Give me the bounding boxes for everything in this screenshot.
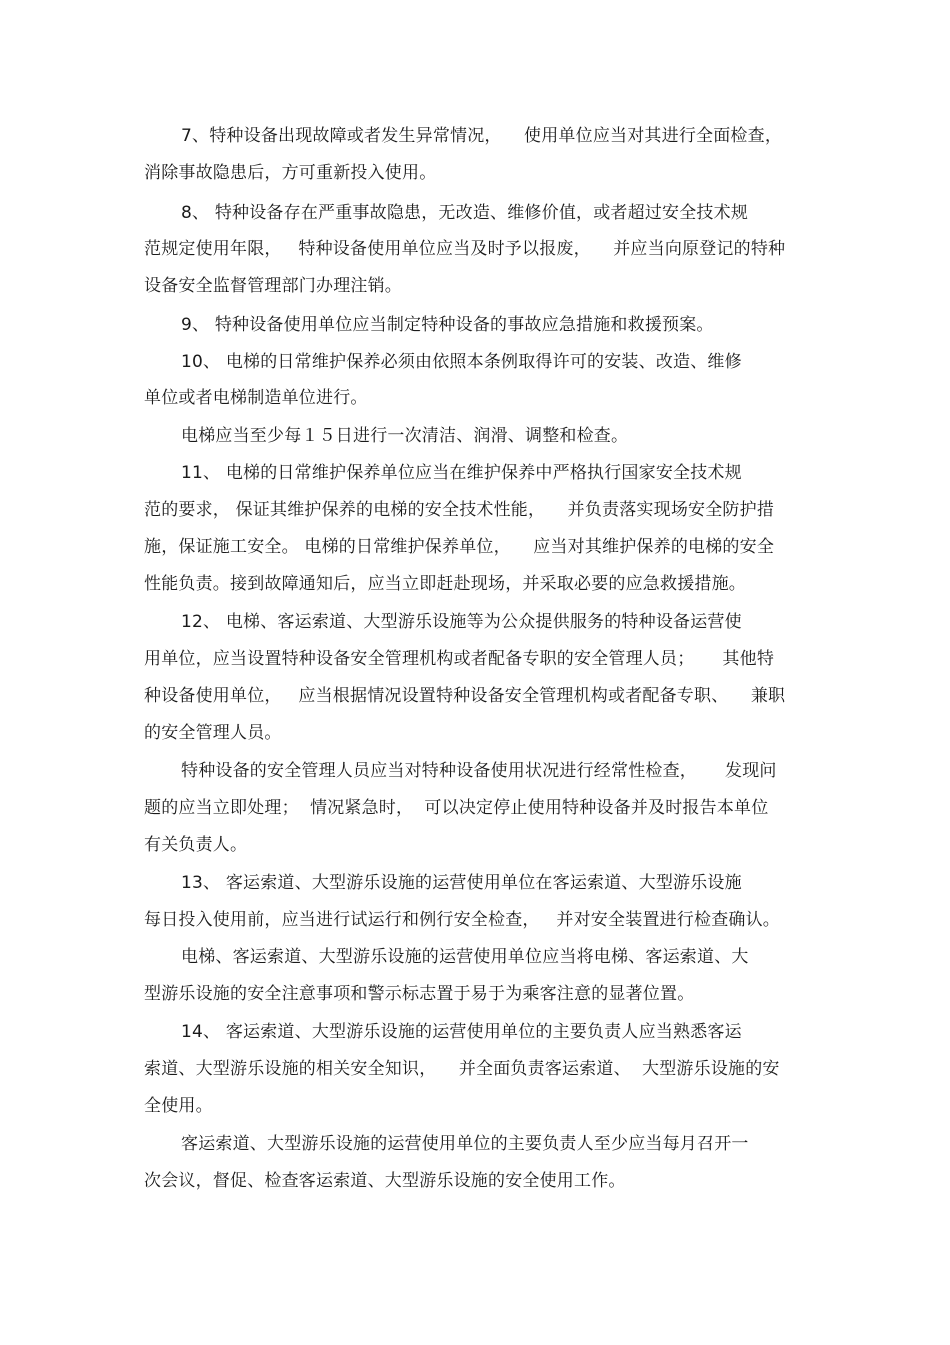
text-line: 全使用。 [144, 1096, 213, 1116]
text-line: 电梯、客运索道、大型游乐设施的运营使用单位应当将电梯、客运索道、大 [181, 947, 749, 967]
text-line: 范规定使用年限， 特种设备使用单位应当及时予以报废， 并应当向原登记的特种 [144, 239, 786, 259]
text-line: 型游乐设施的安全注意事项和警示标志置于易于为乘客注意的显著位置。 [144, 984, 695, 1004]
text-line: 10、 电梯的日常维护保养必须由依照本条例取得许可的安装、改造、维修 [181, 352, 742, 372]
text-line: 单位或者电梯制造单位进行。 [144, 388, 368, 408]
text-line: 客运索道、大型游乐设施的运营使用单位的主要负责人至少应当每月召开一 [181, 1134, 749, 1154]
text-line: 13、 客运索道、大型游乐设施的运营使用单位在客运索道、大型游乐设施 [181, 873, 742, 893]
text-line: 的安全管理人员。 [144, 723, 282, 743]
text-line: 消除事故隐患后，方可重新投入使用。 [144, 163, 437, 183]
text-line: 14、 客运索道、大型游乐设施的运营使用单位的主要负责人应当熟悉客运 [181, 1022, 742, 1042]
text-line: 索道、大型游乐设施的相关安全知识， 并全面负责客运索道、 大型游乐设施的安 [144, 1059, 780, 1079]
text-line: 电梯应当至少每１５日进行一次清洁、润滑、调整和检查。 [181, 426, 629, 446]
text-line: 9、 特种设备使用单位应当制定特种设备的事故应急措施和救援预案。 [181, 315, 714, 335]
text-line: 特种设备的安全管理人员应当对特种设备使用状况进行经常性检查， 发现问 [181, 761, 777, 781]
text-line: 次会议，督促、检查客运索道、大型游乐设施的安全使用工作。 [144, 1171, 626, 1191]
text-line: 题的应当立即处理； 情况紧急时， 可以决定停止使用特种设备并及时报告本单位 [144, 798, 769, 818]
text-line: 12、 电梯、客运索道、大型游乐设施等为公众提供服务的特种设备运营使 [181, 612, 742, 632]
text-line: 施，保证施工安全。 电梯的日常维护保养单位， 应当对其维护保养的电梯的安全 [144, 537, 775, 557]
text-line: 性能负责。接到故障通知后，应当立即赶赴现场，并采取必要的应急救援措施。 [144, 574, 746, 594]
text-line: 用单位，应当设置特种设备安全管理机构或者配备专职的安全管理人员； 其他特 [144, 649, 775, 669]
text-line: 7、特种设备出现故障或者发生异常情况， 使用单位应当对其进行全面检查， [181, 126, 783, 146]
text-line: 设备安全监督管理部门办理注销。 [144, 276, 402, 296]
text-line: 种设备使用单位， 应当根据情况设置特种设备安全管理机构或者配备专职、 兼职 [144, 686, 786, 706]
text-line: 8、 特种设备存在严重事故隐患，无改造、维修价值，或者超过安全技术规 [181, 203, 749, 223]
text-line: 每日投入使用前，应当进行试运行和例行安全检查， 并对安全装置进行检查确认。 [144, 910, 781, 930]
text-line: 有关负责人。 [144, 835, 248, 855]
text-line: 范的要求， 保证其维护保养的电梯的安全技术性能， 并负责落实现场安全防护措 [144, 500, 775, 520]
text-line: 11、 电梯的日常维护保养单位应当在维护保养中严格执行国家安全技术规 [181, 463, 742, 483]
